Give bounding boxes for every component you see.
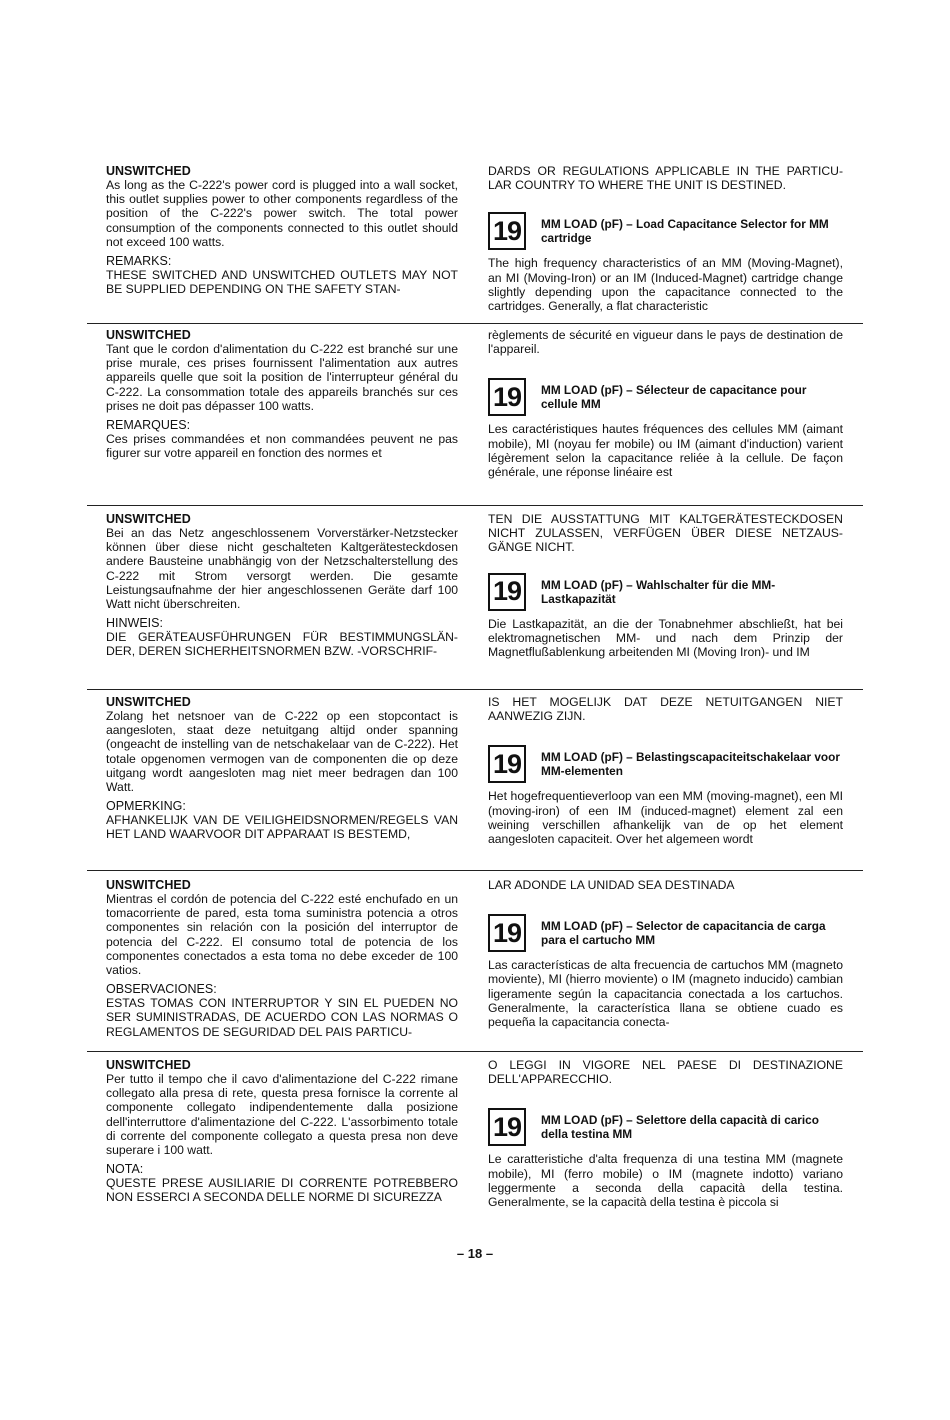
left-column xyxy=(106,328,458,460)
control-number-badge: 19 xyxy=(488,1108,526,1146)
remarks-label: NOTA: xyxy=(106,1162,144,1177)
left-column xyxy=(106,695,458,842)
control-heading xyxy=(488,573,843,611)
section-divider xyxy=(87,870,863,871)
control-description: Las características de alta frecuencia de cartuchos MM (magneto moviente), MI (hierro moviente) o IM (magneto inducido) cambian ligeramente según la capacitancia conectada a los cartuchos. Generalmente, la característica llana se obtiene cuado es pequeña la capacitancia conecta- xyxy=(488,958,843,1030)
control-heading xyxy=(488,1108,843,1146)
control-description: Les caractéristiques hautes fréquences des cellules MM (aimant mobile), MI (noyau fer mobile) ou IM (aimant d'induction) varient légèrement selon la capacitance reliée à la cellule. De façon générale, une réponse linéaire est xyxy=(488,422,843,480)
continued-text: LAR ADONDE LA UNIDAD SEA DESTINADA xyxy=(488,878,735,892)
left-column xyxy=(106,878,458,1039)
control-number-badge: 19 xyxy=(488,378,526,416)
section-heading: UNSWITCHED xyxy=(106,695,191,709)
section-heading: UNSWITCHED xyxy=(106,878,191,892)
continued-text: O LEGGI IN VIGORE NEL PAESE DI DESTINAZIONE DELL'APPARECCHIO. xyxy=(488,1058,843,1087)
control-heading xyxy=(488,378,843,416)
section-heading: UNSWITCHED xyxy=(106,164,191,178)
left-column xyxy=(106,164,458,296)
control-title: MM LOAD (pF) – Sélecteur de capacitance pour cellule MM xyxy=(541,383,807,412)
control-heading xyxy=(488,914,843,952)
control-title: MM LOAD (pF) – Load Capacitance Selector for MM cartridge xyxy=(541,217,829,246)
right-column xyxy=(488,512,843,659)
page-number: – 18 – xyxy=(456,1246,494,1261)
body-text: Bei an das Netz angeschlossenem Vorverstärker-Netzstecker können über diese nicht geschalteten Kaltgerätesteckdosen andere Bausteine unabhängig von der Netzschalterstellung des C-222 mit Strom versorgt werden. Die gesamte Leistungsaufnahme der hier angeschlossenen Geräte darf 100 Watt nicht überschreiten. xyxy=(106,526,458,612)
section-heading: UNSWITCHED xyxy=(106,512,191,526)
remarks-text: THESE SWITCHED AND UNSWITCHED OUTLETS MAY NOT BE SUPPLIED DEPENDING ON THE SAFETY STAN- xyxy=(106,268,458,297)
section-heading: UNSWITCHED xyxy=(106,1058,191,1072)
right-column xyxy=(488,328,843,479)
control-heading xyxy=(488,745,843,783)
control-title: MM LOAD (pF) – Selector de capacitancia de carga para el cartucho MM xyxy=(541,919,826,948)
control-number-badge: 19 xyxy=(488,914,526,952)
control-title: MM LOAD (pF) – Selettore della capacità di carico della testina MM xyxy=(541,1113,819,1142)
remarks-text: Ces prises commandées et non commandées peuvent ne pas figurer sur votre appareil en fonction des normes et xyxy=(106,432,458,461)
body-text: As long as the C-222's power cord is plugged into a wall socket, this outlet supplies power to other components regardless of the position of the C-222's power switch. The total power consumption of the components connected to this outlet should not exceed 100 watts. xyxy=(106,178,458,249)
remarks-label: OBSERVACIONES: xyxy=(106,982,217,997)
remarks-label: REMARQUES: xyxy=(106,418,191,433)
control-title: MM LOAD (pF) – Belastingscapaciteitschakelaar voor MM-elementen xyxy=(541,750,840,779)
remarks-label: OPMERKING: xyxy=(106,799,186,814)
continued-text: TEN DIE AUSSTATTUNG MIT KALTGERÄTESTECKDOSEN NICHT ZULASSEN, VERFÜGEN ÜBER DIESE NETZAUS-GÄNGE NICHT. xyxy=(488,512,843,555)
right-column xyxy=(488,1058,843,1209)
control-description: Le caratteristiche d'alta frequenza di una testina MM (magnete mobile), MI (ferro mobile) o IM (magnete indotto) variano leggermente a seconda della capacità della testina. Generalmente, se la capacità della testina è piccola si xyxy=(488,1152,843,1210)
continued-text: règlements de sécurité en vigueur dans le pays de destination de l'appareil. xyxy=(488,328,843,357)
control-heading xyxy=(488,212,843,250)
body-text: Per tutto il tempo che il cavo d'alimentazione del C-222 rimane collegato alla presa di rete, questa presa fornisce la corrente al componente collegato indipendentemente dalla posizione dell'interruttore d'alimentazione del C-222. L'assorbimento totale di corrente del componente collegato a questa presa non deve superare i 100 watt. xyxy=(106,1072,458,1158)
right-column xyxy=(488,878,843,1029)
remarks-text: AFHANKELIJK VAN DE VEILIGHEIDSNORMEN/REGELS VAN HET LAND WAARVOOR DIT APPARAAT IS BESTEMD, xyxy=(106,813,458,842)
left-column xyxy=(106,1058,458,1205)
right-column xyxy=(488,164,843,313)
remarks-label: HINWEIS: xyxy=(106,616,163,631)
control-title: MM LOAD (pF) – Wahlschalter für die MM-Lastkapazität xyxy=(541,577,776,606)
section-divider xyxy=(87,323,863,324)
remarks-text: QUESTE PRESE AUSILIARIE DI CORRENTE POTREBBERO NON ESSERCI A SECONDA DELLE NORME DI SICUREZZA xyxy=(106,1176,458,1205)
body-text: Tant que le cordon d'alimentation du C-222 est branché sur une prise murale, ces prises fournissent l'alimentation aux autres appareils quelle que soit la position de l'interrupteur général du C-222. La consommation totale des appareils branchés sur ces prises ne doit pas dépasser 100 watts. xyxy=(106,342,458,413)
control-description: The high frequency characteristics of an MM (Moving-Magnet), an MI (Moving-Iron) or an IM (Induced-Magnet) cartridge change slightly depending upon the capacitance connected to the cartridges. Generally, a flat characteristic xyxy=(488,256,843,314)
control-description: Het hogefrequentieverloop van een MM (moving-magnet), een MI (moving-iron) of een IM (induced-magnet) element zal een weining verschillen afhankelijk van de op het element aangesloten capaciteit. Over het algemeen wordt xyxy=(488,789,843,847)
body-text: Mientras el cordón de potencia del C-222 esté enchufado en un tomacorriente de pared, esta toma suministra potencia a otros componentes sin relación con la posición del interruptor de potencia del C-222. El consumo total de potencia de los componentes conectados a esta toma no debe exceder de 100 vatios. xyxy=(106,892,458,978)
remarks-text: ESTAS TOMAS CON INTERRUPTOR Y SIN EL PUEDEN NO SER SUMINISTRADAS, DE ACUERDO CON LAS NORMAS O REGLAMENTOS DE SEGURIDAD DEL PAIS PARTICU- xyxy=(106,996,458,1039)
control-number-badge: 19 xyxy=(488,212,526,250)
remarks-label: REMARKS: xyxy=(106,254,172,269)
left-column xyxy=(106,512,458,659)
section-divider xyxy=(87,505,863,506)
control-number-badge: 19 xyxy=(488,573,526,611)
right-column xyxy=(488,695,843,846)
continued-text: DARDS OR REGULATIONS APPLICABLE IN THE PARTICU-LAR COUNTRY TO WHERE THE UNIT IS DESTINED. xyxy=(488,164,843,193)
remarks-text: DIE GERÄTEAUSFÜHRUNGEN FÜR BESTIMMUNGSLÄN-DER, DEREN SICHERHEITSNORMEN BZW. -VORSCHRIF- xyxy=(106,630,458,659)
section-heading: UNSWITCHED xyxy=(106,328,191,342)
control-description: Die Lastkapazität, an die der Tonabnehmer abschließt, hat bei elektromagnetischen MM- und nach dem Prinzip der Magnetflußablenkung arbeitenden MI (Moving Iron)- und IM xyxy=(488,616,843,660)
section-divider xyxy=(87,689,863,690)
section-divider xyxy=(87,1051,863,1052)
body-text: Zolang het netsnoer van de C-222 op een stopcontact is aangesloten, staat deze netuitgang altijd onder spanning (ongeacht de instelling van de netschakelaar van de C-222). Het totale opgenomen vermogen van de componenten die op deze uitgang wordt aangesloten mag niet meer bedragen dan 100 Watt. xyxy=(106,709,458,795)
continued-text: IS HET MOGELIJK DAT DEZE NETUITGANGEN NIET AANWEZIG ZIJN. xyxy=(488,695,843,724)
control-number-badge: 19 xyxy=(488,745,526,783)
